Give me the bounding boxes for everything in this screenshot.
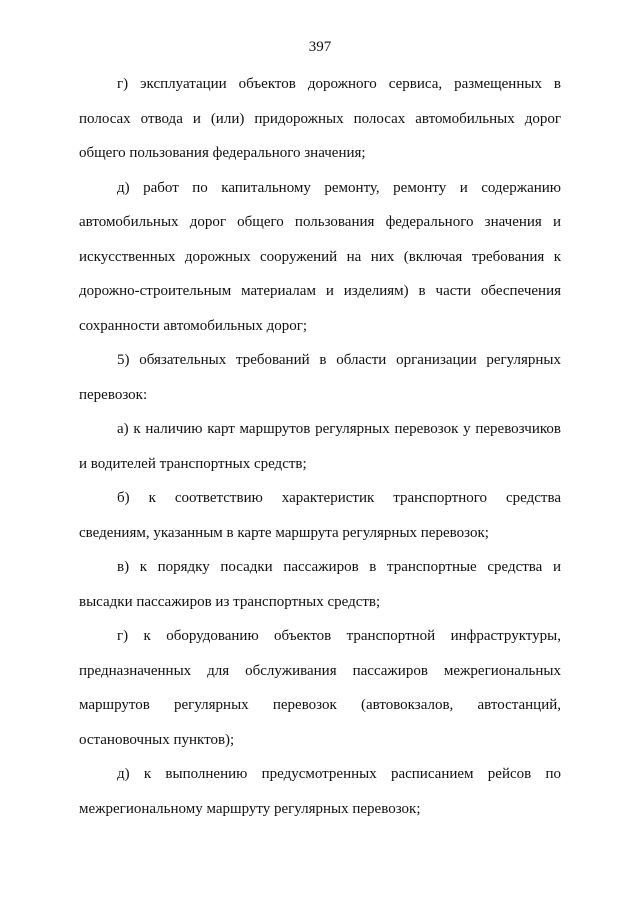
text-line: полосах отвода и (или) придорожных полосах автомобильных дорог bbox=[79, 110, 561, 127]
paragraph-d-road-works bbox=[79, 171, 561, 344]
text-line: в) к порядку посадки пассажиров в транспортные средства и bbox=[117, 559, 561, 575]
page-number: 397 bbox=[308, 39, 332, 55]
text-line: искусственных дорожных сооружений на них (включая требования к bbox=[79, 248, 561, 265]
text-line: д) к выполнению предусмотренных расписанием рейсов по bbox=[117, 766, 561, 782]
text-line: 5) обязательных требований в области организации регулярных bbox=[117, 352, 561, 368]
text-line: сохранности автомобильных дорог; bbox=[79, 317, 308, 334]
paragraph-g-infrastructure bbox=[79, 619, 561, 757]
text-line: остановочных пунктов); bbox=[79, 731, 235, 748]
paragraph-v-boarding bbox=[79, 550, 561, 619]
text-line: перевозок: bbox=[79, 386, 148, 403]
text-line: дорожно-строительным материалам и изделиям) в части обеспечения bbox=[79, 283, 561, 299]
text-line: предназначенных для обслуживания пассажиров межрегиональных bbox=[79, 662, 561, 679]
paragraph-g-road-service bbox=[79, 67, 561, 171]
text-line: межрегиональному маршруту регулярных перевозок; bbox=[79, 800, 421, 817]
paragraph-b-vehicle-characteristics bbox=[79, 481, 561, 550]
text-line: сведениям, указанным в карте маршрута регулярных перевозок; bbox=[79, 524, 489, 541]
text-line: г) эксплуатации объектов дорожного сервиса, размещенных в bbox=[117, 76, 561, 92]
text-line: а) к наличию карт маршрутов регулярных перевозок у перевозчиков bbox=[117, 421, 561, 437]
text-line: и водителей транспортных средств; bbox=[79, 455, 307, 472]
text-line: б) к соответствию характеристик транспортного средства bbox=[117, 490, 561, 506]
text-line: высадки пассажиров из транспортных средств; bbox=[79, 593, 381, 610]
text-line: д) работ по капитальному ремонту, ремонту и содержанию bbox=[117, 179, 561, 196]
paragraph-d-scheduled-trips bbox=[79, 757, 561, 826]
text-line: автомобильных дорог общего пользования федерального значения и bbox=[79, 214, 561, 230]
text-line: общего пользования федерального значения; bbox=[79, 145, 366, 161]
paragraph-a-route-maps bbox=[79, 412, 561, 481]
document-body bbox=[79, 67, 561, 826]
text-line: маршрутов регулярных перевозок (автовокзалов, автостанций, bbox=[79, 697, 561, 713]
text-line: г) к оборудованию объектов транспортной инфраструктуры, bbox=[117, 628, 561, 644]
paragraph-5-regular-transport bbox=[79, 343, 561, 412]
